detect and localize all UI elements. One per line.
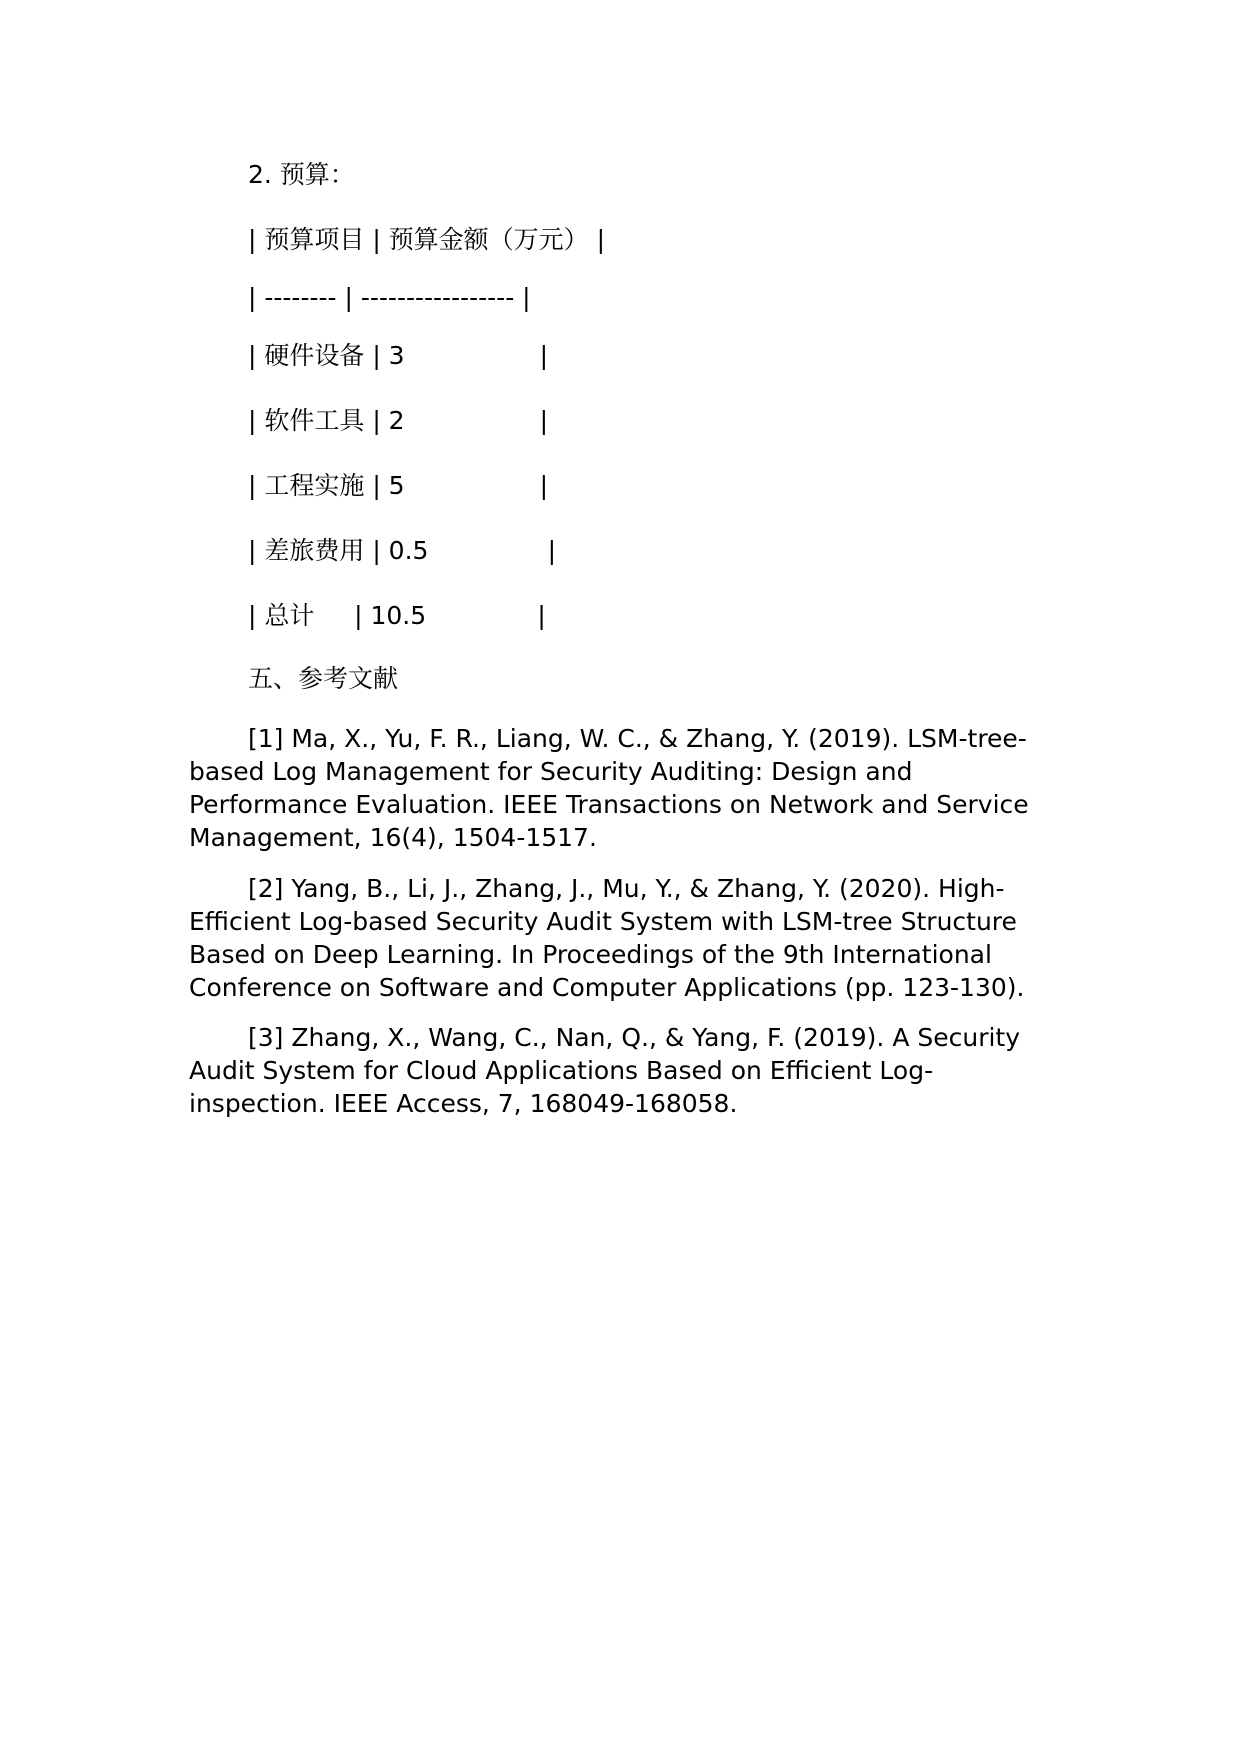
budget-heading: 2. 预算： [248,160,355,189]
budget-table-separator-row: | -------- | ----------------- | [248,283,531,312]
budget-table-row: | 软件工具 | 2 | [248,406,549,435]
budget-table-header-row: | 预算项目 | 预算金额（万元） | [248,225,606,254]
reference-item: [2] Yang, B., Li, J., Zhang, J., Mu, Y., & Zhang, Y. (2020). High-Efficient Log-based Security Audit System with LSM-tree Structure Based on Deep Learning. In Proceedings of the 9th International Conference on Software and Computer Applications (pp. 123-130). [189,874,1025,1002]
budget-table-row: | 硬件设备 | 3 | [248,341,549,370]
budget-table-row: | 工程实施 | 5 | [248,471,549,500]
reference-item: [3] Zhang, X., Wang, C., Nan, Q., & Yang, F. (2019). A Security Audit System for Cloud Applications Based on Efficient Log-inspection. IEEE Access, 7, 168049-168058. [189,1023,1021,1118]
budget-table-total-row: | 总计 | 10.5 | [248,601,546,630]
budget-table-row: | 差旅费用 | 0.5 | [248,536,557,565]
reference-item: [1] Ma, X., Yu, F. R., Liang, W. C., & Zhang, Y. (2019). LSM-tree-based Log Management for Security Auditing: Design and Performance Evaluation. IEEE Transactions on Network and Service Management, 16(4), 1504-1517. [189,724,1029,852]
references-heading: 五、参考文献 [248,664,399,693]
